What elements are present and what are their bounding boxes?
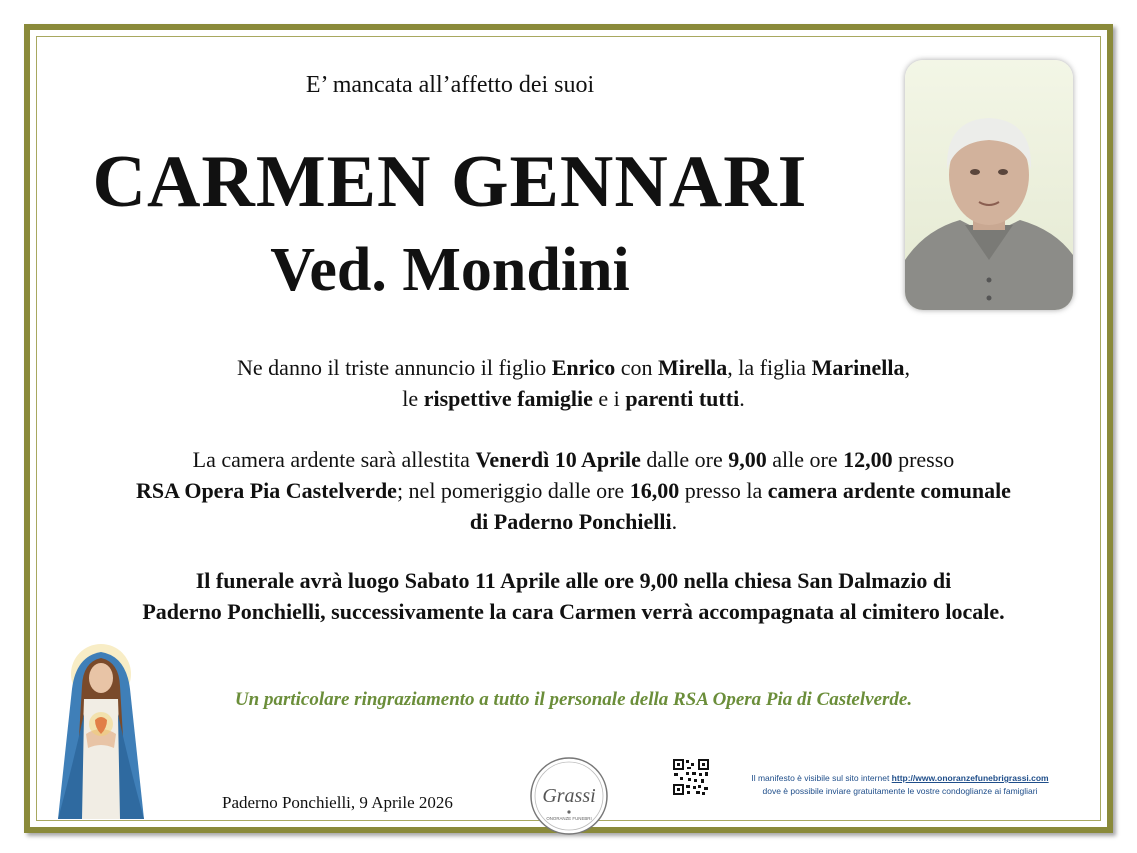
text: e i <box>592 386 626 411</box>
wake-date: Venerdì 10 Aprile <box>475 447 641 472</box>
widow-of: Ved. Mondini <box>270 236 630 304</box>
text: , <box>904 355 910 380</box>
website-prefix: Il manifesto è visibile sul sito internet <box>751 773 892 783</box>
daughter-in-law-name: Mirella <box>658 355 728 380</box>
website-note <box>715 772 1085 798</box>
funeral-line-2: Paderno Ponchielli, successivamente la cara Carmen verrà accompagnata al cimitero locale. <box>142 599 1005 624</box>
text: ; nel pomeriggio dalle ore <box>396 478 630 503</box>
deceased-portrait <box>905 60 1073 310</box>
relatives: parenti tutti <box>625 386 740 411</box>
intro-text: E’ mancata all’affetto dei suoi <box>305 72 595 98</box>
deceased-name: CARMEN GENNARI <box>92 141 808 223</box>
municipal-chapel: camera ardente comunale <box>767 478 1011 503</box>
funeral-line-1: Il funerale avrà luogo Sabato 11 Aprile alle ore 9,00 nella chiesa San Dalmazio di <box>195 568 952 593</box>
text: , la figlia <box>727 355 812 380</box>
daughter-name: Marinella <box>811 355 905 380</box>
thanks-note: Un particolare ringraziamento a tutto il personale della RSA Opera Pia di Castelverde. <box>234 689 913 710</box>
sacred-heart-of-mary-image <box>48 644 154 819</box>
wake-location: RSA Opera Pia Castelverde <box>136 478 397 503</box>
logo-subtitle: ONORANZE FUNEBRI <box>546 816 592 821</box>
text: presso <box>892 447 955 472</box>
text: presso la <box>679 478 768 503</box>
qr-code-graphic <box>672 758 710 796</box>
text: La camera ardente sarà allestita <box>192 447 476 472</box>
wake-start: 9,00 <box>728 447 767 472</box>
wake-end: 12,00 <box>843 447 893 472</box>
text: alle ore <box>766 447 844 472</box>
text: dalle ore <box>640 447 729 472</box>
announcement-paragraph <box>40 352 1107 414</box>
logo-name: Grassi <box>542 785 596 807</box>
text: Ne danno il triste annuncio il figlio <box>237 355 552 380</box>
funeral-home-logo <box>527 754 611 838</box>
families: rispettive famiglie <box>423 386 593 411</box>
website-link[interactable]: http://www.onoranzefunebrigrassi.com <box>891 773 1049 783</box>
portrait-image <box>905 60 1073 310</box>
afternoon-time: 16,00 <box>629 478 680 503</box>
son-name: Enrico <box>551 355 616 380</box>
text: con <box>615 355 659 380</box>
qr-code-icon[interactable] <box>672 758 710 796</box>
text: . <box>739 386 745 411</box>
mary-icon <box>48 644 154 819</box>
website-line-2: dove è possibile inviare gratuitamente le vostre condoglianze ai famigliari <box>762 786 1038 796</box>
place-date: Paderno Ponchielli, 9 Aprile 2026 <box>222 793 453 812</box>
funeral-paragraph <box>40 565 1107 627</box>
text: le <box>402 386 424 411</box>
wake-paragraph <box>40 444 1107 537</box>
town: di Paderno Ponchielli <box>469 509 672 534</box>
text: . <box>671 509 678 534</box>
grassi-logo-icon <box>527 754 611 838</box>
